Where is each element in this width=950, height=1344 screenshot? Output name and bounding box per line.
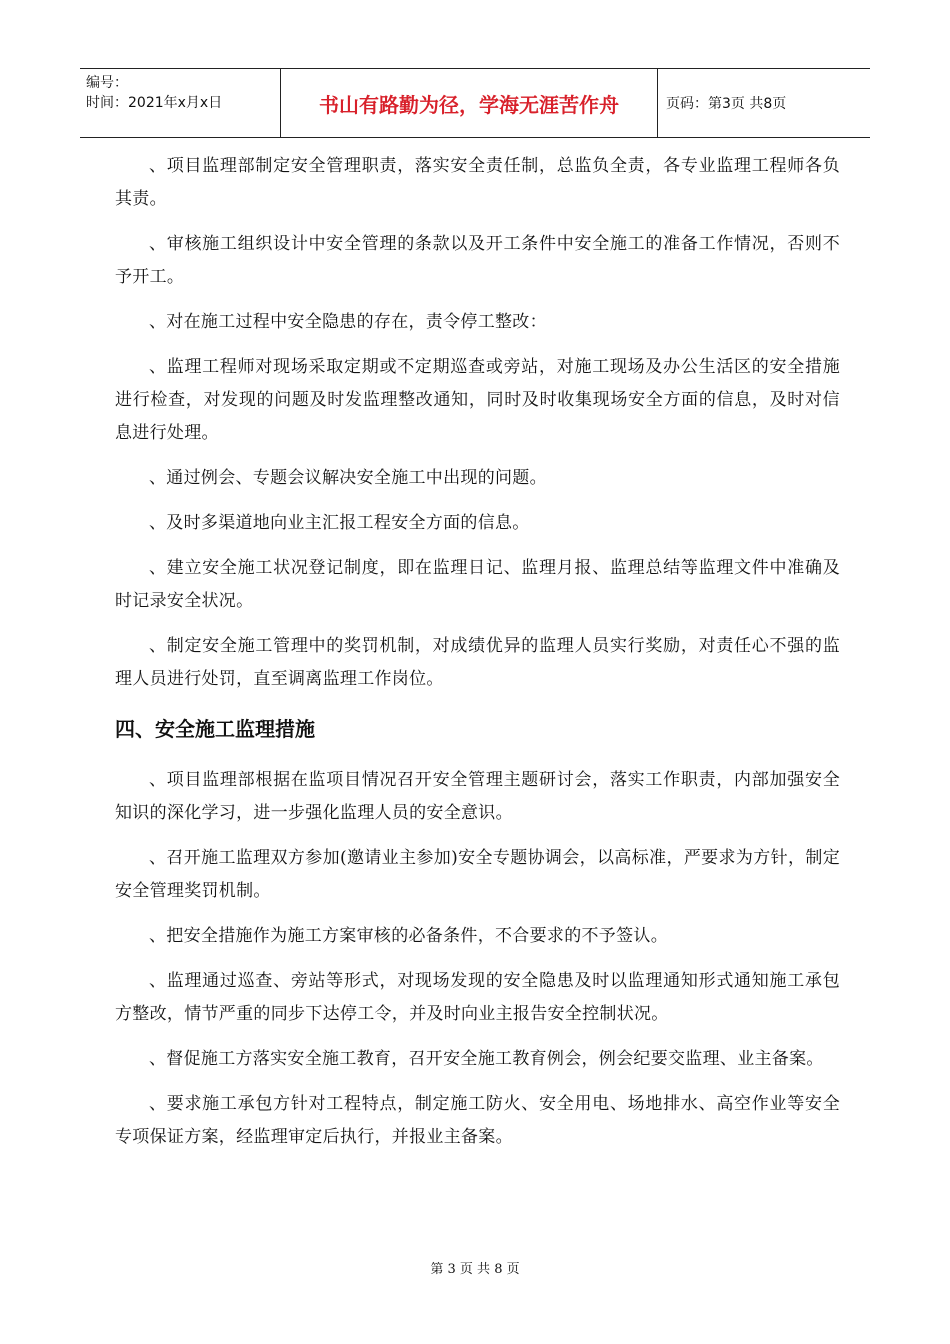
paragraph: 、建立安全施工状况登记制度，即在监理日记、监理月报、监理总结等监理文件中准确及时记录安全状况。 bbox=[115, 558, 840, 611]
document-number-label: 编号： bbox=[86, 75, 128, 91]
header-page-number: 页码：第3页 共8页 bbox=[666, 96, 787, 112]
paragraph: 、项目监理部制定安全管理职责，落实安全责任制，总监负全责，各专业监理工程师各负其责。 bbox=[115, 156, 840, 209]
paragraph: 、监理工程师对现场采取定期或不定期巡查或旁站，对施工现场及办公生活区的安全措施进行检查，对发现的问题及时发监理整改通知，同时及时收集现场安全方面的信息，及时对信息进行处理。 bbox=[115, 357, 840, 443]
paragraph: 、要求施工承包方针对工程特点，制定施工防火、安全用电、场地排水、高空作业等安全专项保证方案，经监理审定后执行，并报业主备案。 bbox=[115, 1094, 840, 1147]
section-heading: 四、安全施工监理措施 bbox=[115, 717, 315, 741]
page-footer: 第 3 页 共 8 页 bbox=[430, 1262, 520, 1277]
paragraph: 、督促施工方落实安全施工教育，召开安全施工教育例会，例会纪要交监理、业主备案。 bbox=[149, 1049, 824, 1069]
paragraph: 、监理通过巡查、旁站等形式，对现场发现的安全隐患及时以监理通知形式通知施工承包方整改，情节严重的同步下达停工令，并及时向业主报告安全控制状况。 bbox=[115, 971, 840, 1024]
paragraph: 、审核施工组织设计中安全管理的条款以及开工条件中安全施工的准备工作情况，否则不予开工。 bbox=[115, 234, 840, 287]
header-motto: 书山有路勤为径，学海无涯苦作舟 bbox=[281, 69, 658, 137]
paragraph: 、把安全措施作为施工方案审核的必备条件，不合要求的不予签认。 bbox=[149, 926, 668, 946]
paragraph: 、通过例会、专题会议解决安全施工中出现的问题。 bbox=[149, 468, 547, 488]
paragraph: 、及时多渠道地向业主汇报工程安全方面的信息。 bbox=[149, 513, 530, 533]
paragraph: 、制定安全施工管理中的奖罚机制，对成绩优异的监理人员实行奖励，对责任心不强的监理人员进行处罚，直至调离监理工作岗位。 bbox=[115, 636, 840, 689]
paragraph: 、对在施工过程中安全隐患的存在，责令停工整改： bbox=[149, 312, 547, 332]
document-body bbox=[115, 150, 840, 1166]
page-header bbox=[80, 68, 870, 138]
header-meta bbox=[80, 69, 281, 137]
document-date: 时间：2021年x月x日 bbox=[86, 95, 223, 111]
paragraph: 、项目监理部根据在监项目情况召开安全管理主题研讨会，落实工作职责，内部加强安全知识的深化学习，进一步强化监理人员的安全意识。 bbox=[115, 770, 840, 823]
paragraph: 、召开施工监理双方参加(邀请业主参加)安全专题协调会，以高标准，严要求为方针，制定安全管理奖罚机制。 bbox=[115, 848, 840, 901]
